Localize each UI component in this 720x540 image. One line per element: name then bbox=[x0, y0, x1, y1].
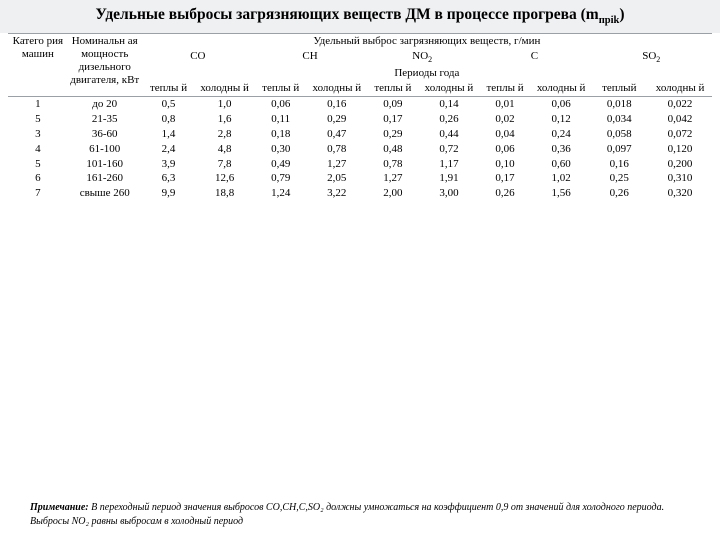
header-substance-c bbox=[478, 49, 590, 66]
cell-category: 5 bbox=[35, 157, 41, 170]
cell-value: 2,8 bbox=[217, 127, 232, 140]
cell-value: 0,36 bbox=[551, 142, 571, 155]
header-substance-so2-sub: 2 bbox=[656, 55, 661, 65]
cell-value: 0,310 bbox=[667, 172, 693, 185]
table-note bbox=[30, 501, 700, 528]
table-row bbox=[8, 171, 712, 186]
table-row bbox=[8, 157, 712, 172]
cell-value: 0,058 bbox=[606, 127, 632, 140]
cell-value: 2,4 bbox=[161, 142, 176, 155]
cell-power: до 20 bbox=[92, 97, 118, 110]
cell-value: 0,04 bbox=[495, 127, 515, 140]
cell-value: 0,72 bbox=[439, 142, 459, 155]
page-title-subscript: прik bbox=[598, 15, 620, 27]
header-season-cell: теплы й bbox=[374, 81, 412, 94]
cell-value: 0,44 bbox=[439, 127, 459, 140]
page-title-main: Удельные выбросы загрязняющих веществ ДМ в процессе прогрева (m bbox=[95, 6, 599, 23]
cell-value: 0,30 bbox=[271, 142, 291, 155]
cell-value: 7,8 bbox=[217, 157, 232, 170]
cell-value: 0,29 bbox=[327, 112, 347, 125]
table-row bbox=[8, 112, 712, 127]
cell-value: 1,0 bbox=[217, 97, 232, 110]
cell-value: 1,56 bbox=[551, 187, 571, 200]
header-substance-co-name: CO bbox=[190, 50, 206, 63]
cell-value: 0,17 bbox=[383, 112, 403, 125]
cell-value: 2,00 bbox=[383, 187, 403, 200]
header-season-cell: холодны й bbox=[424, 81, 474, 94]
cell-value: 0,48 bbox=[383, 142, 403, 155]
header-power: Номинальн ая мощность дизельного двигателя, кВт bbox=[70, 35, 140, 86]
header-substance-co bbox=[142, 49, 254, 66]
cell-value: 0,06 bbox=[551, 97, 571, 110]
cell-value: 0,034 bbox=[606, 112, 632, 125]
cell-value: 0,09 bbox=[383, 97, 403, 110]
cell-value: 0,097 bbox=[606, 142, 632, 155]
cell-value: 3,22 bbox=[327, 187, 347, 200]
cell-power: свыше 260 bbox=[79, 187, 130, 200]
header-group-emissions: Удельный выброс загрязняющих веществ, г/мин bbox=[313, 35, 541, 48]
cell-value: 0,02 bbox=[495, 112, 515, 125]
cell-value: 0,11 bbox=[271, 112, 291, 125]
cell-value: 0,042 bbox=[667, 112, 693, 125]
cell-value: 4,8 bbox=[217, 142, 232, 155]
header-substance-so2 bbox=[590, 49, 712, 66]
cell-value: 0,10 bbox=[495, 157, 515, 170]
header-season-cell: теплы й bbox=[149, 81, 188, 94]
cell-value: 0,320 bbox=[667, 187, 693, 200]
cell-value: 0,78 bbox=[327, 142, 347, 155]
header-season-cell: теплый bbox=[602, 81, 637, 94]
header-season-cell: теплы й bbox=[486, 81, 524, 94]
emissions-table bbox=[8, 33, 712, 201]
cell-value: 3,00 bbox=[439, 187, 459, 200]
cell-value: 2,05 bbox=[327, 172, 347, 185]
cell-value: 0,29 bbox=[383, 127, 403, 140]
cell-value: 0,14 bbox=[439, 97, 459, 110]
cell-value: 0,79 bbox=[271, 172, 291, 185]
table-row bbox=[8, 142, 712, 157]
header-season-cell: холодны й bbox=[312, 81, 362, 94]
page-title-end: ) bbox=[619, 6, 625, 23]
header-substance-ch-name: CH bbox=[302, 50, 318, 63]
header-season-cell: холодны й bbox=[655, 81, 705, 94]
cell-value: 0,26 bbox=[609, 187, 629, 200]
slide-title-bar bbox=[0, 0, 720, 33]
cell-value: 0,16 bbox=[609, 157, 629, 170]
cell-value: 0,8 bbox=[161, 112, 176, 125]
cell-value: 6,3 bbox=[161, 172, 176, 185]
cell-value: 0,120 bbox=[667, 142, 693, 155]
cell-value: 0,5 bbox=[161, 97, 176, 110]
table-row bbox=[8, 127, 712, 142]
cell-value: 0,12 bbox=[551, 112, 571, 125]
header-substance-c-name: C bbox=[530, 50, 539, 63]
cell-category: 1 bbox=[35, 97, 41, 110]
cell-value: 0,06 bbox=[495, 142, 515, 155]
cell-value: 0,17 bbox=[495, 172, 515, 185]
cell-category: 5 bbox=[35, 112, 41, 125]
cell-value: 0,24 bbox=[551, 127, 571, 140]
header-substance-no2 bbox=[366, 49, 478, 66]
cell-value: 0,16 bbox=[327, 97, 347, 110]
cell-value: 0,25 bbox=[609, 172, 629, 185]
cell-value: 0,022 bbox=[667, 97, 693, 110]
header-season-cell: холодны й bbox=[200, 81, 249, 94]
cell-category: 3 bbox=[35, 127, 41, 140]
cell-power: 101-160 bbox=[86, 157, 124, 170]
cell-value: 0,26 bbox=[439, 112, 459, 125]
cell-value: 18,8 bbox=[215, 187, 235, 200]
cell-value: 0,200 bbox=[667, 157, 693, 170]
header-season-cell: холодны й bbox=[536, 81, 586, 94]
cell-value: 3,9 bbox=[161, 157, 176, 170]
cell-value: 1,27 bbox=[383, 172, 403, 185]
cell-power: 61-100 bbox=[89, 142, 121, 155]
table-header-row-1 bbox=[8, 34, 712, 49]
cell-power: 161-260 bbox=[86, 172, 124, 185]
header-seasons-label: Периоды года bbox=[394, 66, 460, 79]
cell-category: 7 bbox=[35, 187, 41, 200]
cell-power: 36-60 bbox=[91, 127, 118, 140]
page-title bbox=[10, 6, 710, 26]
cell-value: 12,6 bbox=[215, 172, 235, 185]
header-season-cell: теплы й bbox=[262, 81, 300, 94]
cell-value: 0,26 bbox=[495, 187, 515, 200]
cell-value: 1,27 bbox=[327, 157, 347, 170]
cell-category: 6 bbox=[35, 172, 41, 185]
note-text: В переходный период значения выбросов СО,СН,С,SO₂ должны умножаться на коэффициент 0,9 от значений для холодного периода. Выбросы NO₂ равны выбросам в холодный период bbox=[30, 502, 665, 527]
header-substance-no2-sub: 2 bbox=[428, 55, 433, 65]
table-row bbox=[8, 96, 712, 111]
cell-power: 21-35 bbox=[91, 112, 118, 125]
emissions-table-wrap bbox=[0, 33, 720, 201]
cell-value: 0,01 bbox=[495, 97, 515, 110]
note-label: Примечание: bbox=[30, 502, 89, 513]
header-substance-so2-name: SO bbox=[642, 50, 657, 63]
cell-value: 0,49 bbox=[271, 157, 291, 170]
cell-value: 1,6 bbox=[217, 112, 232, 125]
cell-value: 0,78 bbox=[383, 157, 403, 170]
header-substance-no2-name: NO bbox=[412, 50, 429, 63]
header-substance-ch bbox=[254, 49, 366, 66]
cell-value: 9,9 bbox=[161, 187, 176, 200]
cell-value: 0,06 bbox=[271, 97, 291, 110]
header-category: Катего рия машин bbox=[12, 35, 64, 61]
cell-value: 1,91 bbox=[439, 172, 459, 185]
cell-value: 0,18 bbox=[271, 127, 291, 140]
cell-value: 0,018 bbox=[606, 97, 632, 110]
cell-value: 0,072 bbox=[667, 127, 693, 140]
cell-value: 0,47 bbox=[327, 127, 347, 140]
table-row bbox=[8, 186, 712, 201]
cell-value: 1,17 bbox=[439, 157, 459, 170]
cell-value: 1,4 bbox=[161, 127, 176, 140]
cell-value: 0,60 bbox=[551, 157, 571, 170]
cell-value: 1,02 bbox=[551, 172, 571, 185]
cell-category: 4 bbox=[35, 142, 41, 155]
cell-value: 1,24 bbox=[271, 187, 291, 200]
